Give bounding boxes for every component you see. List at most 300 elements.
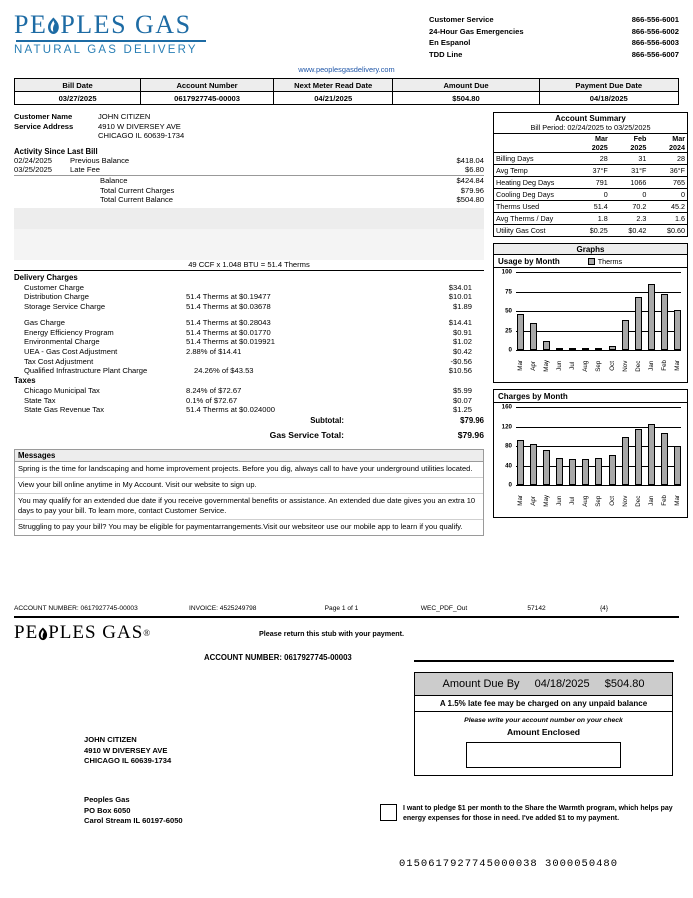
stub-customer-city: CHICAGO IL 60639-1734 <box>84 756 172 765</box>
footer-page: Page 1 of 1 <box>324 605 359 612</box>
chart-bars <box>517 407 681 485</box>
service-address-line <box>14 122 484 132</box>
service-address-line1: 4910 W DIVERSEY AVE <box>98 121 181 131</box>
charge-name: Gas Charge <box>24 317 65 327</box>
charge-row <box>14 366 484 376</box>
charge-value: $0.42 <box>452 346 472 356</box>
contact-label: 24-Hour Gas Emergencies <box>429 26 524 36</box>
activity-date <box>14 186 70 196</box>
summary-row <box>494 213 687 225</box>
summary-row-label: Avg Therms / Day <box>494 213 571 225</box>
charge-row <box>14 357 484 367</box>
col-header-next-meter-read: Next Meter Read Date <box>273 79 393 92</box>
chart-xtick-label: Apr <box>530 361 538 371</box>
chart-bar <box>661 433 668 485</box>
legend-label-therms: Therms <box>597 256 623 266</box>
charge-row <box>14 292 484 302</box>
chart-ytick-label: 80 <box>505 442 512 450</box>
account-summary-panel <box>493 112 688 237</box>
payment-box <box>414 672 673 776</box>
summary-column <box>493 112 688 536</box>
value-account-number: 0617927745-00003 <box>141 92 274 105</box>
amount-due-by-row <box>415 673 672 696</box>
summary-row-value: 1066 <box>610 177 649 189</box>
messages-panel <box>14 449 484 536</box>
usage-chart-xticks <box>494 360 687 382</box>
activity-date <box>14 176 70 186</box>
chart-ytick-label: 0 <box>508 481 512 489</box>
summary-row-label: Avg Temp <box>494 165 571 177</box>
stub-account-number: ACCOUNT NUMBER: 0617927745-00003 <box>204 653 352 662</box>
chart-bar <box>661 294 668 350</box>
summary-row <box>494 165 687 177</box>
charge-value: $10.56 <box>448 366 472 376</box>
summary-row-value: $0.25 <box>589 226 608 235</box>
activity-label: Balance <box>100 175 128 185</box>
tax-name: Chicago Municipal Tax <box>24 386 100 396</box>
message-item: View your bill online anytime in My Account. Visit our website to sign up. <box>15 478 483 494</box>
activity-amount: $424.84 <box>456 175 484 185</box>
chart-xtick-label: Feb <box>660 495 668 507</box>
chart-bar <box>622 437 629 485</box>
chart-xtick-label: Sep <box>595 360 603 372</box>
chart-xtick-label: Oct <box>608 361 616 371</box>
usage-chart-title: Usage by Month <box>498 256 560 266</box>
summary-row-value: 51.4 <box>571 201 610 213</box>
value-amount-due: $504.80 <box>393 92 539 105</box>
chart-xtick-label: Jan <box>647 360 655 371</box>
chart-bar <box>582 348 589 350</box>
footer-account-number: ACCOUNT NUMBER: 0617927745-00003 <box>14 605 138 612</box>
service-address-line2-wrap <box>14 131 484 141</box>
charge-value: $10.01 <box>448 292 472 302</box>
chart-bar <box>530 323 537 350</box>
account-summary-title: Account Summary <box>555 114 626 123</box>
chart-bar <box>517 440 524 485</box>
footer-sequence: {4} <box>599 605 609 612</box>
chart-bars <box>517 272 681 350</box>
charge-name: Customer Charge <box>24 282 84 292</box>
message-item: Spring is the time for landscaping and home improvement projects. Before you dig, always call to have your underground utilities located. <box>15 462 483 478</box>
charge-row <box>14 283 484 293</box>
activity-label: Previous Balance <box>70 155 130 165</box>
pledge-text: I want to pledge $1 per month to the Share the Warmth program, which helps pay energy expenses for those in need. I've added $1 to my payment. <box>403 805 673 822</box>
chart-xtick-label: Jan <box>647 495 655 506</box>
chart-xtick-label: Mar <box>517 360 524 372</box>
chart-ytick-label: 50 <box>505 307 512 315</box>
page-header <box>14 0 679 60</box>
stub-separator <box>14 616 679 618</box>
activity-amount: $6.80 <box>464 165 484 175</box>
chart-xtick-label: Nov <box>621 495 629 507</box>
charge-value: $1.89 <box>452 302 472 312</box>
summary-empty-cell <box>494 143 571 153</box>
stub-customer-name: JOHN CITIZEN <box>84 735 137 744</box>
chart-xtick-label: Jun <box>556 495 564 506</box>
summary-row-value: 1.6 <box>648 213 687 225</box>
chart-bar <box>609 346 616 350</box>
charge-name: Storage Service Charge <box>24 302 106 312</box>
activity-date <box>14 195 70 205</box>
usage-chart-header <box>494 255 687 268</box>
gas-service-total-label: Gas Service Total: <box>269 430 344 441</box>
activity-date: 03/25/2025 <box>14 165 53 175</box>
summary-col-month-0: Mar <box>594 134 608 143</box>
customer-name-line <box>14 112 484 122</box>
usage-chart-legend <box>588 257 622 266</box>
chart-bar <box>556 348 563 350</box>
summary-row <box>494 153 687 165</box>
activity-label: Late Fee <box>70 165 100 175</box>
bill-summary-table <box>14 78 679 105</box>
tax-name: State Tax <box>24 395 56 405</box>
subtotal-label: Subtotal: <box>310 416 344 426</box>
tax-rate: 8.24% of $72.67 <box>186 386 242 396</box>
amount-enclosed-label: Amount Enclosed <box>506 727 581 737</box>
charge-name: Energy Efficiency Program <box>24 327 114 337</box>
charge-rate: 51.4 Therms at $0.01770 <box>186 327 271 337</box>
summary-row-value: 765 <box>648 177 687 189</box>
chart-xtick-label: Jun <box>556 360 564 371</box>
contact-row <box>429 49 679 61</box>
table-row <box>15 92 679 105</box>
charge-rate: 51.4 Therms at $0.019921 <box>186 337 275 347</box>
summary-row-value: 2.3 <box>610 213 649 225</box>
amount-due-by-date: 04/18/2025 <box>534 678 590 690</box>
chart-ytick-label: 75 <box>505 288 512 295</box>
pledge-checkbox[interactable] <box>380 804 397 821</box>
flame-icon <box>47 16 60 34</box>
chart-xtick-label: Jul <box>569 496 577 505</box>
chart-bar <box>635 297 642 350</box>
value-next-meter-read: 04/21/2025 <box>273 92 393 105</box>
charge-name: Tax Cost Adjustment <box>24 356 94 366</box>
chart-bar <box>674 310 681 350</box>
summary-row-value: 70.2 <box>610 201 649 213</box>
summary-col-year-2: 2024 <box>648 143 687 153</box>
chart-bar <box>543 341 550 350</box>
chart-xtick-label: Sep <box>595 495 603 507</box>
summary-row <box>494 189 687 201</box>
chart-bar <box>556 458 563 485</box>
charge-value: $34.01 <box>448 282 472 292</box>
chart-bar <box>635 429 642 485</box>
summary-row-value: 45.2 <box>648 201 687 213</box>
summary-row-value: 28 <box>648 153 687 165</box>
charges-chart-header <box>494 390 687 403</box>
charge-rate <box>186 283 372 293</box>
chart-gridline <box>516 485 681 486</box>
service-address-label: Service Address <box>14 121 74 131</box>
charge-rate: 2.88% of $14.41 <box>186 346 242 356</box>
chart-xtick-label: Aug <box>582 360 590 372</box>
chart-xtick-row <box>517 360 681 372</box>
summary-row-value: $0.42 <box>628 226 647 235</box>
value-payment-due-date: 04/18/2025 <box>539 92 678 105</box>
summary-row <box>494 225 687 237</box>
chart-xtick-label: Jul <box>569 361 577 370</box>
charge-row <box>14 302 484 312</box>
tax-name: State Gas Revenue Tax <box>24 405 105 415</box>
gas-service-total-value: $79.96 <box>457 430 484 441</box>
summary-row-label: Utility Gas Cost <box>496 226 546 235</box>
chart-bar <box>582 459 589 485</box>
activity-row <box>14 165 484 175</box>
summary-col-year-0: 2025 <box>571 143 610 153</box>
summary-month-header-row <box>494 134 687 143</box>
charge-value: -$0.56 <box>450 356 472 366</box>
stub-return-note: Please return this stub with your payment. <box>259 629 404 638</box>
graphs-header: Graphs <box>493 243 688 255</box>
chart-xtick-label: Nov <box>621 360 629 372</box>
usage-by-month-chart <box>493 255 688 383</box>
late-fee-note: A 1.5% late fee may be charged on any unpaid balance <box>415 696 672 712</box>
charge-rate: 51.4 Therms at $0.03678 <box>186 302 271 312</box>
activity-amount: $418.04 <box>456 155 484 165</box>
activity-date: 02/24/2025 <box>14 155 53 165</box>
stub-remit-address <box>84 795 183 827</box>
flame-icon <box>38 626 48 640</box>
stub-brand-part2: PLES GAS <box>48 622 144 643</box>
contact-row <box>429 37 679 49</box>
legend-swatch-therms <box>588 258 595 265</box>
summary-row-value: 31 <box>610 153 649 165</box>
summary-row-label: Billing Days <box>494 153 571 165</box>
chart-ytick-label: 40 <box>505 462 512 469</box>
summary-row-value: 28 <box>571 153 610 165</box>
tax-value: $5.99 <box>452 386 472 396</box>
summary-row-value: $0.60 <box>667 226 685 235</box>
chart-gridline <box>516 350 681 351</box>
charge-rate <box>186 357 372 367</box>
stub-divider <box>414 660 674 662</box>
activity-row <box>14 175 484 186</box>
summary-row-label: Cooling Deg Days <box>494 189 571 201</box>
summary-row-value: 0 <box>571 189 610 201</box>
contact-label: TDD Line <box>429 49 463 59</box>
chart-xtick-label: Oct <box>608 496 616 506</box>
chart-xtick-label: Mar <box>673 360 681 372</box>
activity-row <box>14 186 484 196</box>
footer-system: WEC_PDF_Out <box>420 605 468 612</box>
chart-xtick-label: Dec <box>634 360 642 372</box>
website-link[interactable]: www.peoplesgasdelivery.com <box>298 65 395 74</box>
payment-stub <box>14 622 679 870</box>
chart-bar <box>622 320 629 350</box>
tax-rate: 0.1% of $72.67 <box>186 395 238 405</box>
charge-row <box>14 347 484 357</box>
col-header-payment-due-date: Payment Due Date <box>539 79 678 92</box>
tax-value: $0.07 <box>452 395 472 405</box>
scanline: 0150617927745000038 3000050480 <box>399 858 619 870</box>
check-note: Please write your account number on your check <box>464 717 623 724</box>
summary-row-value: 791 <box>571 177 610 189</box>
chart-xtick-label: Dec <box>634 495 642 507</box>
messages-title: Messages <box>15 450 483 462</box>
bill-body <box>14 112 685 536</box>
summary-row-value: 36°F <box>648 165 687 177</box>
gas-service-total-row <box>14 430 484 441</box>
meter-conversion-line: 49 CCF x 1.048 BTU = 51.4 Therms <box>14 260 484 271</box>
customer-name-value: JOHN CITIZEN <box>98 112 151 121</box>
chart-bar <box>595 458 602 485</box>
charge-value: $0.91 <box>452 327 472 337</box>
activity-amount: $79.96 <box>460 185 484 195</box>
message-item: You may qualify for an extended due date if you receive governmental benefits or assistance. An extended due date gives you an extra 10 days to pay your bill. To learn more, contact Customer Service. <box>15 494 483 520</box>
charges-chart-xticks <box>494 495 687 517</box>
brand-name <box>14 12 254 38</box>
contact-list <box>429 14 679 60</box>
bill-detail-column <box>14 112 484 536</box>
blank-band-upper <box>14 208 484 229</box>
charge-row <box>14 328 484 338</box>
tax-value: $1.25 <box>452 405 472 415</box>
brand-underline <box>16 40 206 42</box>
chart-bar <box>569 348 576 350</box>
charges-chart-plot <box>494 403 687 495</box>
stub-customer-street: 4910 W DIVERSEY AVE <box>84 745 168 755</box>
charge-rate: 51.4 Therms at $0.28043 <box>186 317 271 327</box>
summary-row-label: Therms Used <box>494 201 571 213</box>
contact-number: 866-556-6007 <box>631 49 679 59</box>
charge-value: $14.41 <box>448 317 472 327</box>
contact-label: En Espanol <box>429 38 471 47</box>
subtotal-value: $79.96 <box>460 416 484 426</box>
contact-label: Customer Service <box>429 15 494 24</box>
page-footer <box>14 605 679 612</box>
remit-company: Peoples Gas <box>84 795 130 804</box>
summary-row-label: Heating Deg Days <box>494 177 571 189</box>
remit-city: Carol Stream IL 60197-6050 <box>84 816 183 825</box>
tax-row <box>14 396 484 406</box>
chart-ytick-label: 100 <box>501 268 512 276</box>
charges-by-month-chart <box>493 389 688 518</box>
charge-name: Environmental Charge <box>24 337 100 347</box>
tax-row <box>14 386 484 396</box>
activity-row <box>14 195 484 205</box>
summary-row-value: 31°F <box>610 165 649 177</box>
chart-bar <box>609 455 616 485</box>
bill-period: Bill Period: 02/24/2025 to 03/25/2025 <box>494 123 687 134</box>
charge-name: UEA - Gas Cost Adjustment <box>24 346 118 356</box>
footer-code: 57142 <box>527 605 546 612</box>
chart-bar <box>517 314 524 350</box>
chart-xtick-label: May <box>543 495 551 507</box>
charge-rate: 24.26% of $43.53 <box>194 366 254 376</box>
charge-row <box>14 337 484 347</box>
chart-xtick-row <box>517 495 681 507</box>
brand-logo <box>14 12 254 56</box>
col-header-bill-date: Bill Date <box>15 79 141 92</box>
share-the-warmth-pledge[interactable] <box>380 804 673 824</box>
chart-xtick-label: Mar <box>517 495 524 507</box>
charge-rate: 51.4 Therms at $0.19477 <box>186 292 271 302</box>
chart-bar <box>569 459 576 485</box>
contact-number: 866-556-6001 <box>631 15 679 24</box>
charge-name: Distribution Charge <box>24 292 89 302</box>
summary-year-header-row <box>494 143 687 153</box>
amount-enclosed-input[interactable] <box>466 742 621 768</box>
summary-row <box>494 177 687 189</box>
summary-col-month-1: Feb <box>633 134 647 143</box>
contact-number: 866-556-6003 <box>631 38 679 47</box>
charges-chart-title: Charges by Month <box>498 391 568 401</box>
table-header-row <box>15 79 679 92</box>
account-summary-table <box>494 134 687 236</box>
delivery-charges-title: Delivery Charges <box>14 272 78 282</box>
spacer <box>14 131 98 141</box>
contact-row <box>429 14 679 26</box>
message-item: Struggling to pay your bill? You may be eligible for paymentarrangements.Visit our websiteor use our mobile app to learn if you qualify. <box>18 522 463 532</box>
activity-label: Total Current Balance <box>100 195 174 205</box>
brand-tagline: NATURAL GAS DELIVERY <box>14 44 198 56</box>
chart-xtick-label: May <box>543 360 551 372</box>
chart-ytick-label: 0 <box>508 346 512 354</box>
contact-row <box>429 26 679 38</box>
summary-row-value: 37°F <box>571 165 610 177</box>
amount-due-by-value: $504.80 <box>604 678 645 690</box>
summary-row-value: 1.8 <box>571 213 610 225</box>
remit-pobox: PO Box 6050 <box>84 805 131 815</box>
brand-name-part1: PE <box>14 10 48 39</box>
chart-ytick-label: 120 <box>501 423 512 430</box>
registered-icon: ® <box>143 628 152 638</box>
activity-title: Activity Since Last Bill <box>14 146 98 156</box>
chart-ytick-label: 160 <box>501 403 512 411</box>
value-bill-date: 03/27/2025 <box>15 92 141 105</box>
chart-bar <box>674 446 681 485</box>
summary-row <box>494 201 687 213</box>
summary-row-value: 0 <box>610 189 649 201</box>
stub-customer-address <box>84 735 171 767</box>
activity-label: Total Current Charges <box>100 185 175 195</box>
summary-col-year-1: 2025 <box>610 143 649 153</box>
col-header-amount-due: Amount Due <box>393 79 539 92</box>
amount-due-by-label: Amount Due By <box>442 678 520 690</box>
summary-row-value: 0 <box>648 189 687 201</box>
chart-xtick-label: Feb <box>660 360 668 372</box>
tax-row <box>14 405 484 415</box>
taxes-title: Taxes <box>14 376 36 386</box>
customer-name-label: Customer Name <box>14 112 73 121</box>
chart-bar <box>648 424 655 485</box>
summary-empty-cell <box>494 134 571 143</box>
stub-brand-part1: PE <box>14 622 39 643</box>
blank-band-lower <box>14 229 484 260</box>
chart-ytick-label: 25 <box>505 327 512 334</box>
chart-bar <box>530 444 537 485</box>
service-address-line2: CHICAGO IL 60639-1734 <box>98 131 185 141</box>
chart-bar <box>595 348 602 350</box>
summary-col-month-2: Mar <box>672 134 685 143</box>
contact-number: 866-556-6002 <box>631 26 679 36</box>
chart-bar <box>543 450 550 485</box>
brand-name-part2: PLES GAS <box>60 10 192 39</box>
customer-block <box>14 112 484 141</box>
charge-value: $1.02 <box>452 337 472 347</box>
usage-chart-plot <box>494 268 687 360</box>
chart-xtick-label: Apr <box>530 496 538 506</box>
chart-xtick-label: Mar <box>673 495 681 507</box>
footer-invoice: INVOICE: 4525249798 <box>189 605 257 612</box>
chart-xtick-label: Aug <box>582 495 590 507</box>
activity-row <box>14 156 484 166</box>
tax-rate: 51.4 Therms at $0.024000 <box>186 405 275 415</box>
subtotal-row <box>14 415 484 426</box>
charge-row <box>14 318 484 328</box>
chart-bar <box>648 284 655 350</box>
activity-amount: $504.80 <box>456 195 484 205</box>
